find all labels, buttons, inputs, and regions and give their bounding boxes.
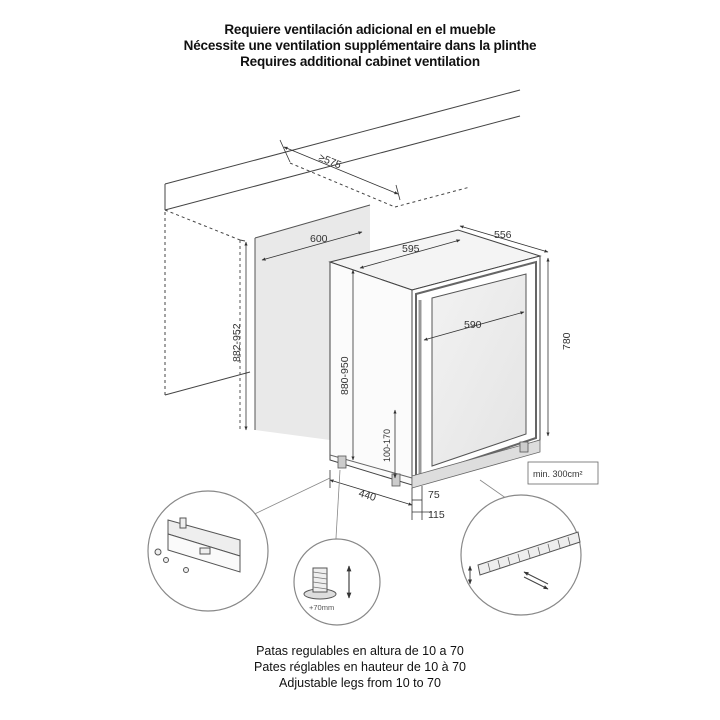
header-line-en: Requires additional cabinet ventilation xyxy=(240,54,480,69)
label-door-width: 590 xyxy=(464,319,482,331)
detail-ventilation-grille xyxy=(461,495,581,615)
dim-niche-height xyxy=(231,242,246,430)
header-line-fr: Nécessite une ventilation supplémentaire dans la plinthe xyxy=(183,38,537,53)
leg-front-left xyxy=(392,474,400,486)
label-niche-width: 600 xyxy=(310,233,328,245)
label-leg-adjust-range: +70mm xyxy=(309,603,335,612)
header-line-es: Requiere ventilación adicional en el mueble xyxy=(224,22,496,37)
label-plinth-height: 100-170 xyxy=(382,428,392,462)
dim-unit-height xyxy=(548,258,573,436)
detail-hinge xyxy=(148,491,268,611)
label-plinth-offset-b: 115 xyxy=(428,509,445,521)
ventilation-callout xyxy=(528,462,598,484)
label-unit-depth: 556 xyxy=(494,229,512,241)
label-ventilation-area: min. 300cm² xyxy=(533,469,583,479)
footer-line-en: Adjustable legs from 10 to 70 xyxy=(279,676,441,690)
label-leg-depth: 440 xyxy=(357,487,378,504)
label-niche-height: 882-952 xyxy=(231,323,243,362)
wine-cooler-unit xyxy=(330,230,540,488)
door-glass xyxy=(432,274,526,466)
label-unit-width: 595 xyxy=(402,243,420,255)
label-min-depth: ≥575 xyxy=(316,151,343,172)
label-unit-height: 780 xyxy=(561,332,573,350)
label-installed-height: 880-950 xyxy=(339,356,351,395)
label-plinth-offset-a: 75 xyxy=(428,489,440,501)
footer-line-es: Patas regulables en altura de 10 a 70 xyxy=(256,644,464,658)
footer xyxy=(0,643,720,691)
leg-rear xyxy=(338,456,346,468)
detail-adjustable-leg xyxy=(294,539,380,625)
leg-front-right xyxy=(520,442,528,452)
footer-line-fr: Pates réglables en hauteur de 10 à 70 xyxy=(254,660,466,674)
